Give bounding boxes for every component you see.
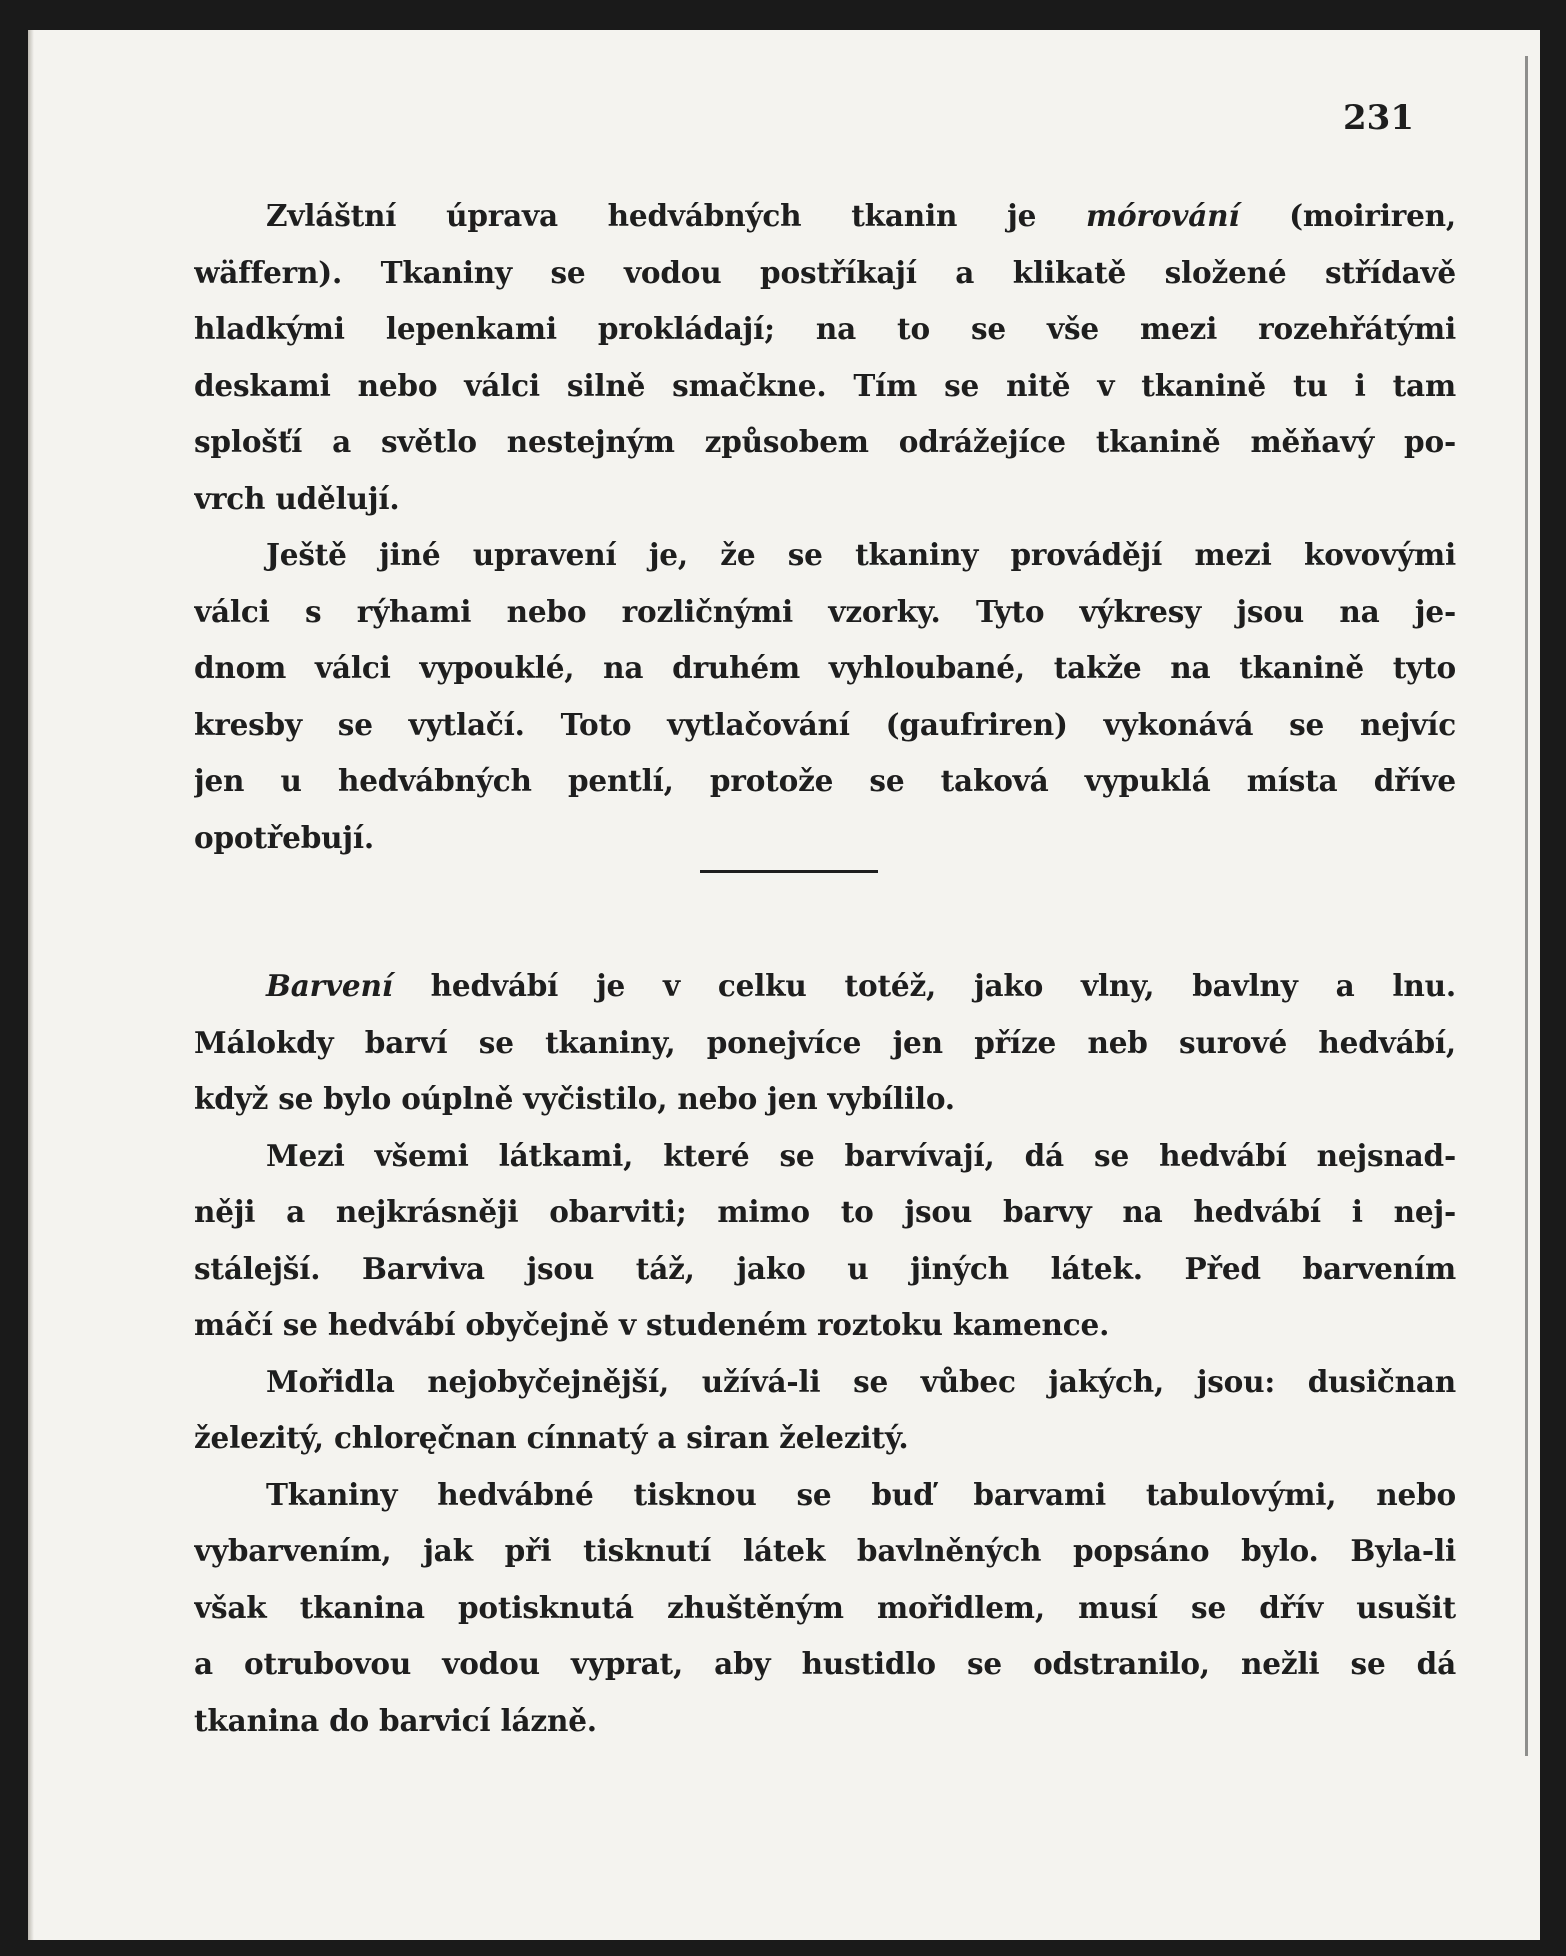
text-line: Mezi všemi látkami, které se barvívají, dá se hedvábí nejsnad- — [266, 1137, 1456, 1173]
page-edge-shadow — [1525, 56, 1528, 1756]
section-dyeing — [194, 958, 1456, 1749]
text-line: jen u hedvábných pentlí, protože se taková vypuklá místa dříve — [194, 763, 1456, 798]
text-line: Mořidla nejobyčejnější, užívá-li se vůbec jakých, jsou: dusičnan — [266, 1363, 1456, 1399]
text-line: máčí se hedvábí obyčejně v studeném roztoku kamence. — [194, 1307, 1110, 1342]
section-divider — [700, 870, 878, 873]
text-line: něji a nejkrásněji obarviti; mimo to jsou barvy na hedvábí i nej- — [194, 1194, 1456, 1229]
text-line: když se bylo oúplně vyčistilo, nebo jen vybílilo. — [194, 1081, 955, 1116]
book-page — [28, 30, 1540, 1940]
text-line: kresby se vytlačí. Toto vytlačování (gaufriren) vykonává se nejvíc — [194, 706, 1456, 742]
text-line: opotřebují. — [194, 819, 374, 855]
text-line: však tkanina potisknutá zhuštěným mořidlem, musí se dřív usušit — [194, 1589, 1456, 1625]
text-line: stálejší. Barviva jsou táž, jako u jiných látek. Před barvením — [194, 1250, 1456, 1286]
text-line: wäffern). Tkaniny se vodou postříkají a klikatě složené střídavě — [194, 254, 1456, 290]
text-line: Barvení hedvábí je v celku totéž, jako vlny, bavlny a lnu. — [266, 968, 1456, 1003]
text-line: splošťí a světlo nestejným způsobem odrážejíce tkanině měňavý po- — [194, 424, 1456, 459]
text-line: železitý, chloręčnan cínnatý a siran železitý. — [194, 1420, 909, 1455]
text-line: Tkaniny hedvábné tisknou se buď barvami tabulovými, nebo — [266, 1476, 1456, 1512]
text-line: tkanina do barvicí lázně. — [194, 1702, 597, 1738]
text-line: Ještě jiné upravení je, že se tkaniny provádějí mezi kovovými — [266, 537, 1456, 572]
text-line: hladkými lepenkami prokládají; na to se vše mezi rozehřátými — [194, 311, 1456, 346]
text-line: dnom válci vypouklé, na druhém vyhloubané, takže na tkanině tyto — [194, 650, 1456, 685]
text-line: a otrubovou vodou vyprat, aby hustidlo se odstranilo, nežli se dá — [194, 1646, 1456, 1681]
text-line: Zvláštní úprava hedvábných tkanin je mórování (moiriren, — [266, 198, 1456, 233]
text-line: deskami nebo válci silně smačkne. Tím se nitě v tkanině tu i tam — [194, 367, 1456, 403]
text-line: Málokdy barví se tkaniny, ponejvíce jen příze neb surové hedvábí, — [194, 1024, 1456, 1060]
section-finishing — [194, 188, 1456, 866]
text-line: válci s rýhami nebo rozličnými vzorky. Tyto výkresy jsou na je- — [194, 593, 1456, 629]
page-number: 231 — [1343, 98, 1414, 138]
text-line: vybarvením, jak při tisknutí látek bavlněných popsáno bylo. Byla-li — [194, 1533, 1456, 1568]
text-line: vrch udělují. — [194, 480, 400, 516]
